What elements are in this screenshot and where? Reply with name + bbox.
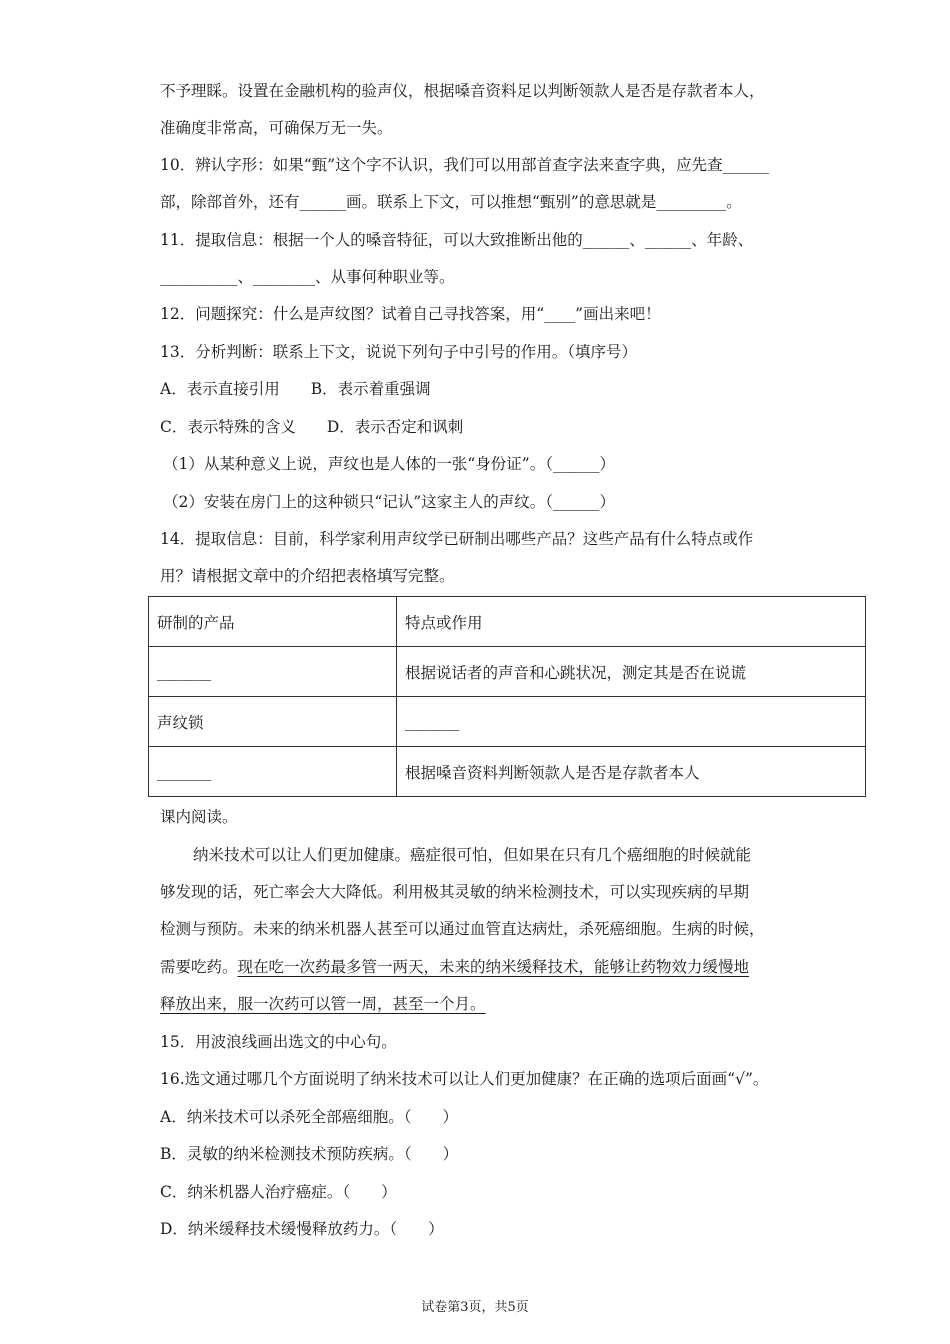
- passage-line: 检测与预防。未来的纳米机器人甚至可以通过血管直达病灶，杀死癌细胞。生病的时候，: [160, 920, 765, 938]
- passage-line: [160, 956, 800, 978]
- product-table: [148, 596, 866, 797]
- question-14-cont: 用？请根据文章中的介绍把表格填写完整。: [160, 567, 455, 585]
- choice-d[interactable]: D．纳米缓释技术缓慢释放药力。（ ）: [160, 1220, 444, 1238]
- question-13-item-2: （2）安装在房门上的这种锁只“记认”这家主人的声纹。（______）: [163, 493, 615, 511]
- option-line-cd: C．表示特殊的含义 D．表示否定和讽刺: [160, 418, 464, 436]
- passage-line: [160, 993, 800, 1015]
- choice-b[interactable]: B．灵敏的纳米检测技术预防疾病。（ ）: [160, 1145, 459, 1163]
- question-15: 15．用波浪线画出选文的中心句。: [160, 1033, 397, 1051]
- passage-text: 需要吃药。: [160, 958, 238, 976]
- reading-title: 课内阅读。: [160, 808, 238, 826]
- table-cell: 声纹锁: [149, 697, 397, 747]
- table-cell: 根据嗓音资料判断领款人是否是存款者本人: [397, 747, 866, 797]
- question-16: 16.选文通过哪几个方面说明了纳米技术可以让人们更加健康？在正确的选项后面画“√”。: [160, 1070, 769, 1088]
- table-header-cell: 特点或作用: [397, 597, 866, 647]
- choice-a[interactable]: A．纳米技术可以杀死全部癌细胞。（ ）: [160, 1108, 458, 1126]
- table-header-cell: 研制的产品: [149, 597, 397, 647]
- question-10-cont: 部，除部首外，还有______画。联系上下文，可以推想“甄别”的意思就是_________。: [160, 193, 742, 211]
- question-11-cont: __________、________、从事何种职业等。: [160, 268, 455, 286]
- answer-blank-cell[interactable]: _______: [397, 697, 866, 747]
- answer-blank-cell[interactable]: _______: [149, 747, 397, 797]
- choice-c[interactable]: C．纳米机器人治疗癌症。（ ）: [160, 1183, 397, 1201]
- text-line: 准确度非常高，可确保万无一失。: [160, 119, 393, 137]
- table-cell: 根据说话者的声音和心跳状况，测定其是否在说谎: [397, 647, 866, 697]
- question-10: 10．辨认字形：如果“甄”这个字不认识，我们可以用部首查字法来查字典，应先查______: [160, 156, 770, 174]
- passage-line: 够发现的话，死亡率会大大降低。利用极其灵敏的纳米检测技术，可以实现疾病的早期: [160, 883, 750, 901]
- question-13-item-1: （1）从某种意义上说，声纹也是人体的一张“身份证”。（______）: [163, 455, 615, 473]
- underlined-sentence: 释放出来，服一次药可以管一周，甚至一个月。: [160, 995, 486, 1013]
- underlined-sentence: 现在吃一次药最多管一两天，未来的纳米缓释技术，能够让药物效力缓慢地: [237, 958, 750, 976]
- answer-blank-cell[interactable]: _______: [149, 647, 397, 697]
- table-row: [149, 697, 866, 747]
- option-line-ab: A．表示直接引用 B．表示着重强调: [160, 380, 431, 398]
- question-13: 13．分析判断：联系上下文，说说下列句子中引号的作用。（填序号）: [160, 343, 637, 361]
- text-line: 不予理睬。设置在金融机构的验声仪，根据嗓音资料足以判断领款人是否是存款者本人，: [160, 82, 765, 100]
- question-12: 12．问题探究：什么是声纹图？试着自己寻找答案，用“____”画出来吧！: [160, 305, 661, 323]
- table-row: [149, 747, 866, 797]
- table-row: [149, 647, 866, 697]
- passage-line: 纳米技术可以让人们更加健康。癌症很可怕，但如果在只有几个癌细胞的时候就能: [193, 846, 752, 864]
- page-footer: 试卷第3页，共5页: [421, 1300, 529, 1315]
- question-14: 14．提取信息：目前，科学家利用声纹学已研制出哪些产品？这些产品有什么特点或作: [160, 530, 754, 548]
- question-11: 11．提取信息：根据一个人的嗓音特征，可以大致推断出他的______、______、年龄、: [160, 231, 754, 249]
- table-header-row: [149, 597, 866, 647]
